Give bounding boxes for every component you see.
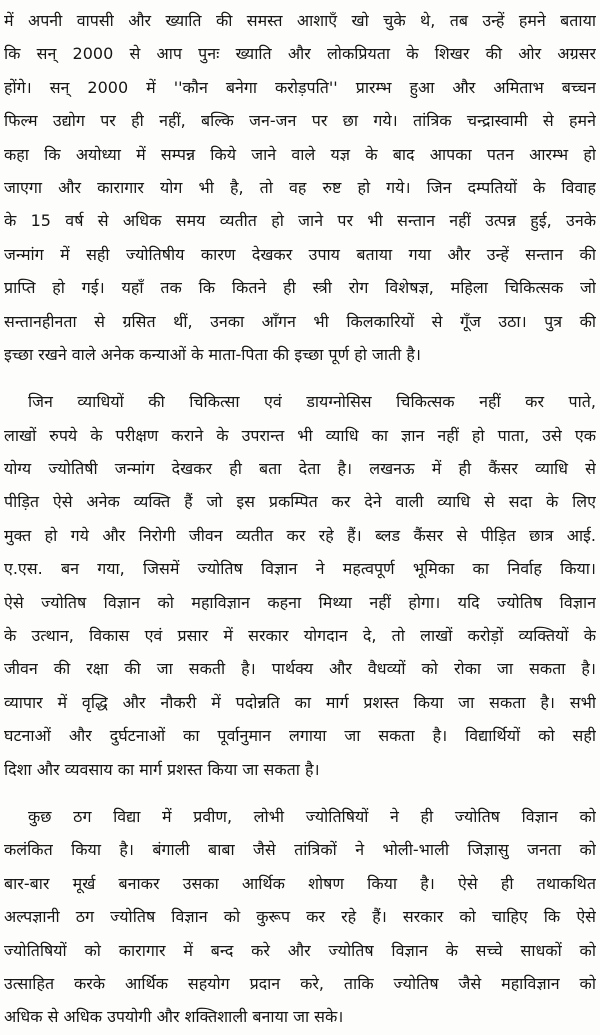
text-line: जिन व्याधियों की चिकित्सा एवं डायग्नोसिस चिकित्सक नहीं कर पाते, — [28, 392, 596, 412]
paragraph-1 — [4, 4, 596, 371]
paragraph-2 — [4, 385, 596, 786]
text-line: पीड़ित ऐसे अनेक व्यक्ति हैं जो इस प्रकम्पित कर देने वाली व्याधि से सदा के लिए — [4, 492, 596, 512]
text-line: लाखों रुपये के परीक्षण कराने के उपरान्त भी व्याधि का ज्ञान नहीं हो पाता, उसे एक — [4, 425, 596, 445]
text-line: के 15 वर्ष से अधिक समय व्यतीत हो जाने पर भी सन्तान नहीं उत्पन्न हुई, उनके — [4, 211, 596, 231]
text-line: सन्तानहीनता से ग्रसित थीं, उनका आँगन भी किलकारियों से गूँज उठा। पुत्र की — [4, 311, 596, 331]
text-line: प्राप्ति हो गई। यहाँ तक कि कितने ही स्त्री रोग विशेषज्ञ, महिला चिकित्सक जो — [4, 278, 596, 298]
text-line: ज्योतिषियों को कारागार में बन्द करे और ज्योतिष विज्ञान के सच्चे साधकों को — [4, 940, 596, 960]
text-line: घटनाओं और दुर्घटनाओं का पूर्वानुमान लगाया जा सकता है। विद्यार्थियों को सही — [4, 726, 596, 746]
text-line: बार-बार मूर्ख बनाकर उसका आर्थिक शोषण किया है। ऐसे ही तथाकथित — [4, 873, 596, 893]
text-line: ऐसे ज्योतिष विज्ञान को महाविज्ञान कहना मिथ्या नहीं होगा। यदि ज्योतिष विज्ञान — [4, 592, 596, 612]
paragraph-3 — [4, 800, 596, 1034]
text-line: योग्य ज्योतिषी जन्मांग देखकर ही बता देता है। लखनऊ में ही कैंसर व्याधि से — [4, 459, 596, 479]
text-line: दिशा और व्यवसाय का मार्ग प्रशस्त किया जा सकता है। — [4, 759, 320, 779]
text-line: अल्पज्ञानी ठग ज्योतिष विज्ञान को कुरूप कर रहे हैं। सरकार को चाहिए कि ऐसे — [4, 907, 596, 927]
text-line: होंगे। सन् 2000 में ''कौन बनेगा करोड़पति'' प्रारम्भ हुआ और अमिताभ बच्चन — [4, 77, 596, 97]
text-line: फिल्म उद्योग पर ही नहीं, बल्कि जन-जन पर छा गये। तांत्रिक चन्द्रास्वामी से हमने — [4, 111, 596, 131]
text-line: कहा कि अयोध्या में सम्पन्न किये जाने वाले यज्ञ के बाद आपका पतन आरम्भ हो — [4, 144, 596, 164]
text-line: अधिक से अधिक उपयोगी और शक्तिशाली बनाया जा सके। — [4, 1007, 344, 1027]
paragraph-spacer — [4, 371, 596, 385]
text-line: व्यापार में वृद्धि और नौकरी में पदोन्नति का मार्ग प्रशस्त किया जा सकता है। सभी — [4, 692, 596, 712]
text-line: जाएगा और कारागार योग भी है, तो वह रुष्ट हो गये। जिन दम्पतियों के विवाह — [4, 177, 596, 197]
text-line: मुक्त हो गये और निरोगी जीवन व्यतीत कर रहे हैं। ब्लड कैंसर से पीड़ित छात्र आई. — [4, 525, 596, 545]
paragraph-spacer — [4, 786, 596, 800]
text-line: कुछ ठग विद्या में प्रवीण, लोभी ज्योतिषियों ने ही ज्योतिष विज्ञान को — [28, 806, 596, 826]
body-text — [4, 4, 596, 1034]
text-line: जीवन की रक्षा की जा सकती है। पार्थक्य और वैधव्यों को रोका जा सकता है। — [4, 659, 596, 679]
text-line: जन्मांग में सही ज्योतिषीय कारण देखकर उपाय बताया गया और उन्हें सन्तान की — [4, 244, 596, 264]
text-line: में अपनी वापसी और ख्याति की समस्त आशाएँ खो चुके थे, तब उन्हें हमने बताया — [4, 11, 596, 30]
text-line: कि सन् 2000 से आप पुनः ख्याति और लोकप्रियता के शिखर की ओर अग्रसर — [4, 44, 596, 64]
text-line: के उत्थान, विकास एवं प्रसार में सरकार योगदान दे, तो लाखों करोड़ों व्यक्तियों के — [4, 626, 596, 646]
text-line: ए.एस. बन गया, जिसमें ज्योतिष विज्ञान ने महत्वपूर्ण भूमिका का निर्वाह किया। — [4, 559, 596, 579]
text-line: कलंकित किया है। बंगाली बाबा जैसे तांत्रिकों ने भोली-भाली जिज्ञासु जनता को — [4, 840, 596, 860]
text-line: उत्साहित करके आर्थिक सहयोग प्रदान करे, ताकि ज्योतिष जैसे महाविज्ञान को — [4, 973, 596, 993]
text-line: इच्छा रखने वाले अनेक कन्याओं के माता-पिता की इच्छा पूर्ण हो जाती है। — [4, 344, 421, 364]
